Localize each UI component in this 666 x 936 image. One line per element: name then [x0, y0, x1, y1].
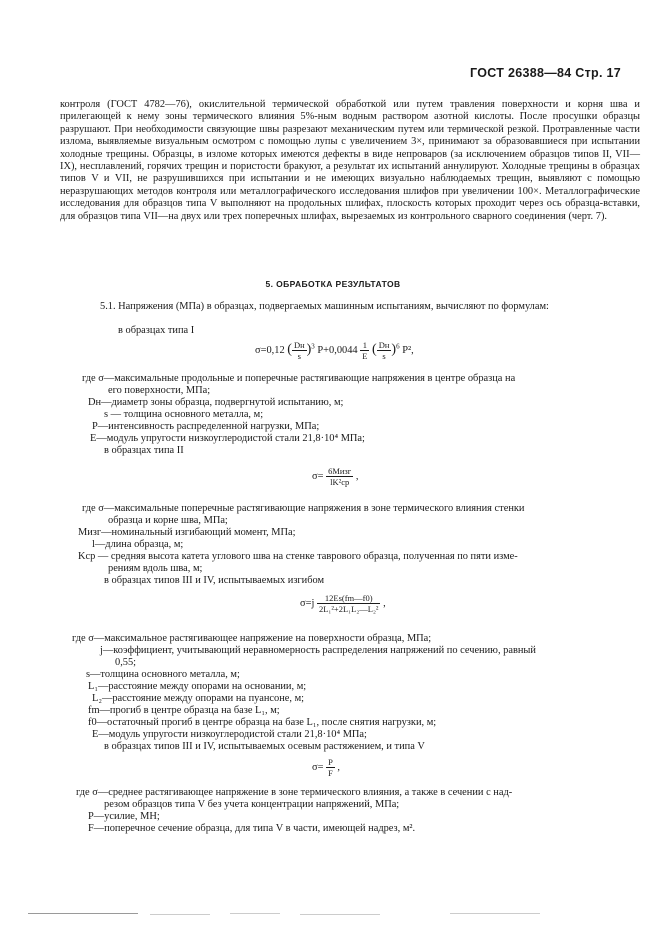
- formula3-den: 2L₁²+2L₁L₂—L₂²: [318, 604, 379, 614]
- scan-artifact: [300, 914, 380, 915]
- scan-artifact: [28, 913, 138, 914]
- type1-label: в образцах типа I: [118, 325, 195, 336]
- type34-label: в образцах типов III и IV, испытываемых изгибом: [104, 575, 325, 586]
- formula4-lhs: σ=: [312, 761, 324, 773]
- formula4-num: P: [328, 757, 333, 767]
- def3-line: f0—остаточный прогиб в центре образца на базе L₁, после снятия нагрузки, м;: [88, 717, 437, 728]
- formula1-lhs: σ=0,12: [255, 344, 285, 356]
- def4-line: P—усилие, МН;: [88, 811, 160, 822]
- clause-5-1: 5.1. Напряжения (МПа) в образцах, подвергаемых машинным испытаниям, вычисляют по формулам:: [100, 301, 549, 312]
- def2-line: Mизг—номинальный изгибающий момент, МПа;: [78, 527, 296, 538]
- def1-line: его поверхности, МПа;: [108, 385, 211, 396]
- def2-line: образца и корне шва, МПа;: [108, 515, 228, 526]
- def1-line: E—модуль упругости низкоуглеродистой стали 21,8·10⁴ МПа;: [90, 433, 365, 444]
- intro-paragraph: [60, 99, 640, 223]
- def2-line: рениям вдоль шва, м;: [108, 563, 203, 574]
- def2-line: Kср — средняя высота катета углового шва на стенке таврового образца, полученная по пяти изме-: [78, 551, 518, 562]
- formula2-lhs: σ=: [312, 470, 324, 482]
- def3-line: fm—прогиб в центре образца на базе L₁, м;: [88, 705, 280, 716]
- def2-line: где σ—максимальные поперечные растягивающие напряжения в зоне термического влияния стенки: [82, 503, 525, 514]
- section-title: 5. ОБРАБОТКА РЕЗУЛЬТАТОВ: [265, 279, 401, 289]
- def2-line: l—длина образца, м;: [92, 539, 184, 550]
- def1-line: где σ—максимальные продольные и поперечные растягивающие напряжения в центре образца на: [82, 373, 516, 384]
- def4-line: резом образцов типа V без учета концентрации напряжений, МПа;: [104, 799, 400, 810]
- formula1-frac2-num: 1: [360, 340, 369, 351]
- formula3-tail: ,: [383, 597, 386, 609]
- formula-type34-bending: [300, 593, 386, 614]
- def4-line: где σ—среднее растягивающее напряжение в зоне термического влияния, а также в сечении с над-: [76, 787, 513, 798]
- page-header: ГОСТ 26388—84 Стр. 17: [470, 66, 622, 80]
- formula4-tail: ,: [337, 761, 341, 773]
- formula1-frac3-num: Dн: [378, 340, 390, 350]
- def3-line: L₁—расстояние между опорами на основании, м;: [88, 681, 307, 692]
- def3-line: s—толщина основного металла, м;: [86, 669, 240, 680]
- formula-type1: σ=0,12 ( $\frac{Dн}{s}$ )$^3$ P+0,0044 $\frac{1}{E}$ ( $\frac{Dн}{s}$ )$^6$ P²,: [255, 340, 414, 361]
- formula3-num: 12Es(fm—f0): [317, 593, 381, 604]
- scan-artifact: [150, 914, 210, 915]
- type2-label: в образцах типа II: [104, 445, 184, 456]
- formula2-den: lK²ср: [330, 477, 350, 487]
- formula-type2: [312, 466, 359, 487]
- scan-artifact: [450, 913, 540, 914]
- formula1-tail: P²,: [402, 344, 414, 356]
- def3-line: L₂—расстояние между опорами на пуансоне, м;: [92, 693, 305, 704]
- formula4-den: F: [328, 768, 333, 778]
- def4-line: F—поперечное сечение образца, для типа V в части, имеющей надрез, м².: [88, 823, 416, 834]
- formula2-num: 6Mизг: [328, 466, 352, 476]
- formula1-frac1-den: s: [297, 351, 301, 361]
- formula1-frac1-num: Dн: [293, 340, 305, 350]
- type345-label: в образцах типов III и IV, испытываемых осевым растяжением, и типа V: [104, 741, 425, 752]
- def3-line: E—модуль упругости низкоуглеродистой стали 21,8·10⁴ МПа;: [92, 729, 367, 740]
- def3-line: j—коэффициент, учитывающий неравномерность распределения напряжений по сечению, равный: [100, 645, 536, 656]
- formula2-tail: ,: [355, 470, 359, 482]
- formula-type345-tension: [312, 757, 340, 778]
- def1-line: s — толщина основного металла, м;: [104, 409, 264, 420]
- formula1-frac2-den: E: [362, 351, 368, 361]
- formula1-mid: P+0,0044: [317, 344, 358, 356]
- def1-line: P—интенсивность распределенной нагрузки, МПа;: [92, 421, 320, 432]
- scan-artifact: [230, 913, 280, 914]
- def3-line: где σ—максимальное растягивающее напряжение на поверхности образца, МПа;: [72, 633, 432, 644]
- def1-line: Dн—диаметр зоны образца, подвергнутой испытанию, м;: [88, 397, 344, 408]
- formula1-frac3-den: s: [382, 351, 386, 361]
- def3-line: 0,55;: [115, 657, 137, 668]
- intro-paragraph-text: контроля (ГОСТ 4782—76), окислительной термической обработкой или путем травления поверхности и корня шва и прилегающей к нему зоны термического влияния 5%-ным водным раствором азотной кислоты. После просушки образцы разрушают. При необходимости связующие швы разрезают механическим путем или термической резкой. Протравленные части излома, выявляемые визуальным осмотром с помощью лупы с увеличением 3×, принимают за образовавшиеся при испытании холодные трещины. Образцы, в изломе которых имеются дефекты в виде непроваров (за исключением образцов типов II, VII—IX), несплавлений, горячих трещин и пористости бракуют, а результат их испытаний аннулируют. Холодные трещины в образцах типов V и VII, не разрушившихся при испытании и не имеющих визуально наблюдаемых трещин, выявляют с помощью неразрушающих методов контроля или металлографического исследования шлифов при увеличении 100×. Металлографические исследования для образцов типа V выполняют на продольных шлифах, плоскость которых проходит через ось образца-вставки, для образцов типа VII—на двух или трех поперечных шлифах, вырезаемых из контрольного сварного соединения (черт. 7).: [60, 99, 640, 222]
- formula3-lhs: σ=j: [300, 597, 315, 609]
